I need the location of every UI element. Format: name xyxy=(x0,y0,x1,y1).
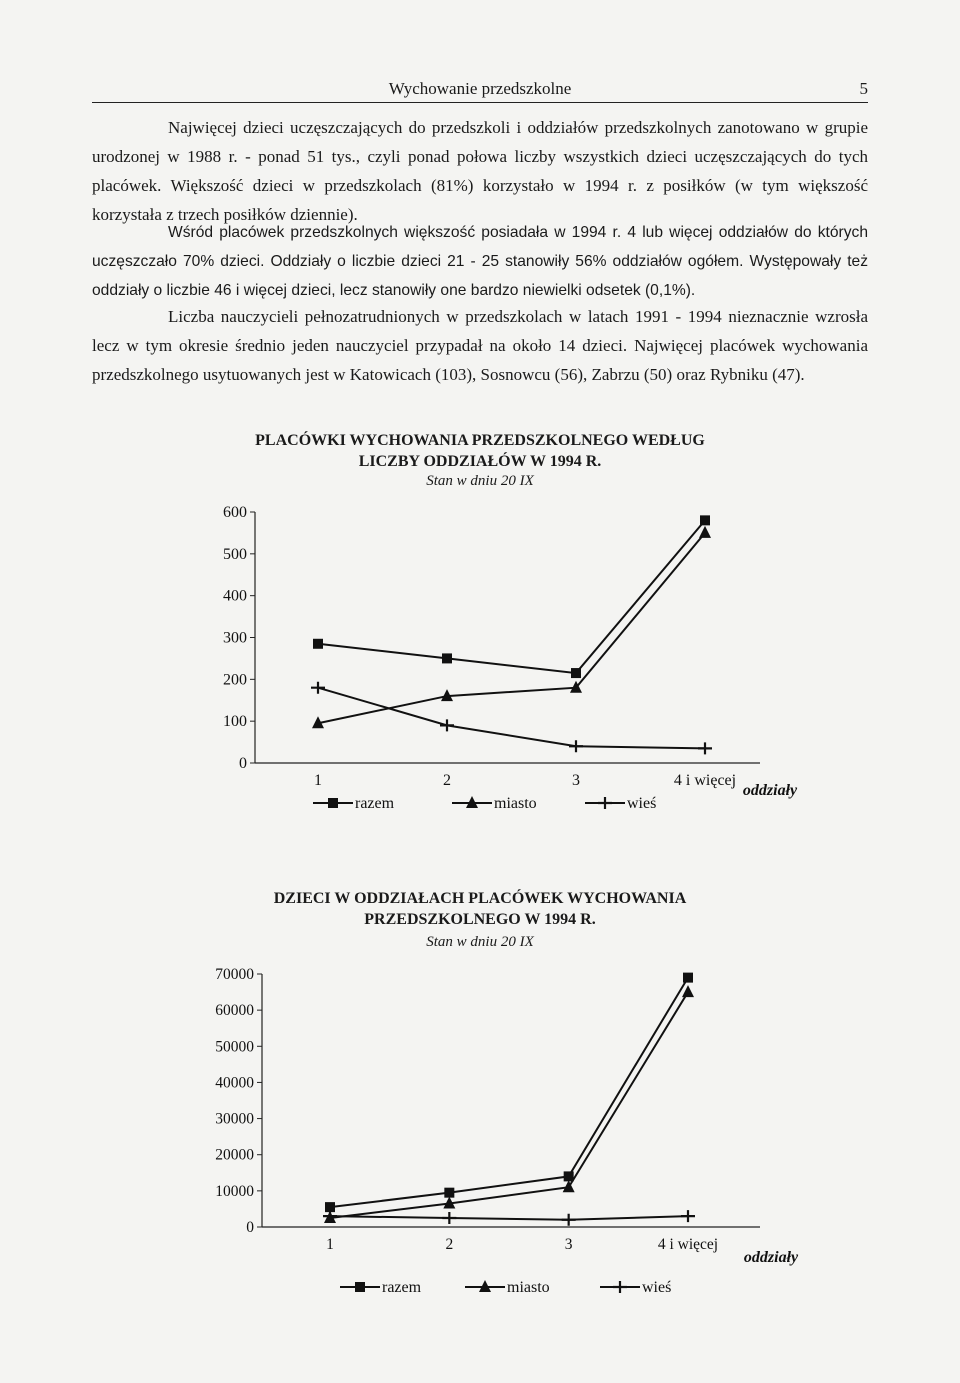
chart-1-y-tick-label: 200 xyxy=(223,671,247,689)
chart-2-legend-razem-label: razem xyxy=(382,1279,422,1296)
chart-1-y-tick-label: 400 xyxy=(223,587,247,605)
chart-1-title: PLACÓWKI WYCHOWANIA PRZEDSZKOLNEGO WEDŁUG LICZBY ODDZIAŁÓW W 1994 R. xyxy=(255,432,705,470)
chart-2-x-tick-label: 4 i więcej xyxy=(657,1236,719,1253)
chart-2-x-tick-label: 2 xyxy=(445,1236,454,1253)
chart-1-legend-wies-label: wieś xyxy=(627,795,657,812)
chart-1-y-tick-label: 0 xyxy=(239,755,247,772)
chart-1-y-tick-label: 500 xyxy=(223,545,247,563)
chart-1-x-tick-label: 1 xyxy=(314,772,322,789)
chart-2-series-wies-line xyxy=(330,1216,688,1220)
chart-2-x-tick-label: 3 xyxy=(564,1236,573,1253)
chart-2-y-tick-label: 60000 xyxy=(215,1002,254,1020)
chart-2-subtitle: Stan w dniu 20 IX xyxy=(426,934,534,950)
chart-1-subtitle: Stan w dniu 20 IX xyxy=(426,473,534,489)
chart-1-x-tick-label: 3 xyxy=(572,772,580,789)
paragraph-1: Najwięcej dzieci uczęszczających do przedszkoli i oddziałów przedszkolnych zanotowano w grupie urodzonej w 1988 r. - ponad 51 tys., czyli ponad połowa liczby wszystkich dzieci uczęszczających do tych placówek. Większość dzieci w przedszkolach (81%) korzystało w 1994 r. z posiłków (w tym większość korzystała z trzech posiłków dziennie). xyxy=(92,118,868,224)
chart-2-series-wies-point xyxy=(681,1210,695,1222)
running-head-title: Wychowanie przedszkolne xyxy=(388,79,572,98)
chart-2-legend-miasto-label: miasto xyxy=(507,1279,550,1296)
chart-1-x-tick-label: 2 xyxy=(443,772,451,789)
chart-2-series-wies-point xyxy=(562,1214,576,1226)
chart-2-series-wies-point xyxy=(442,1212,456,1224)
chart-2-legend-wies-marker xyxy=(613,1281,627,1293)
chart-2-series-razem-line xyxy=(330,978,688,1208)
paragraph-3: Liczba nauczycieli pełnozatrudnionych w przedszkolach w latach 1991 - 1994 nieznacznie wzrosła lecz w tym okresie średnio jeden nauczyciel przypadał na około 14 dzieci. Najwięcej placówek wychowania przedszkolnego usytuowanych jest w Katowicach (103), Sosnowcu (56), Zabrzu (50) oraz Rybniku (47). xyxy=(92,307,868,384)
chart-2-series-miasto-point xyxy=(682,985,694,997)
chart-2-legend-wies-label: wieś xyxy=(642,1279,672,1296)
paragraph-2: Wśród placówek przedszkolnych większość posiadała w 1994 r. 4 lub więcej oddziałów do których uczęszczało 70% dzieci. Oddziały o liczbie dzieci 21 - 25 stanowiły 56% oddziałów ogółem. Występowały też oddziały o liczbie 46 i więcej dzieci, lecz stanowiły one bardzo niewielki odsetek (0,1%). xyxy=(92,224,868,299)
chart-2-y-tick-label: 0 xyxy=(246,1219,254,1236)
page-number: 5 xyxy=(859,79,868,98)
chart-1-legend-razem-label: razem xyxy=(355,795,395,812)
chart-2-y-tick-label: 10000 xyxy=(215,1182,254,1200)
chart-1-x-tick-label: 4 i więcej xyxy=(673,772,737,789)
chart-2-x-tick-label: 1 xyxy=(326,1236,334,1253)
chart-1-y-tick-label: 100 xyxy=(223,713,247,731)
chart-1-y-tick-label: 600 xyxy=(223,504,247,521)
chart-2-y-tick-label: 20000 xyxy=(215,1146,254,1164)
chart-2-y-tick-label: 50000 xyxy=(215,1038,254,1056)
chart-2-legend-razem-marker xyxy=(355,1282,365,1292)
chart-2-y-tick-label: 70000 xyxy=(215,966,254,983)
chart-1-y-tick-label: 300 xyxy=(223,629,247,647)
chart-2-series-razem-point xyxy=(444,1188,454,1198)
chart-1-x-axis-label: oddziały xyxy=(742,782,798,799)
chart-2-y-tick-label: 40000 xyxy=(215,1074,254,1092)
chart-2-y-tick-label: 30000 xyxy=(215,1110,254,1128)
chart-2-x-axis-label: oddziały xyxy=(743,1249,799,1266)
chart-1-legend-miasto-label: miasto xyxy=(494,795,537,812)
chart-2-title: DZIECI W ODDZIAŁACH PLACÓWEK WYCHOWANIA PRZEDSZKOLNEGO W 1994 R. xyxy=(273,890,687,928)
chart-2-series-razem-point xyxy=(683,973,693,983)
